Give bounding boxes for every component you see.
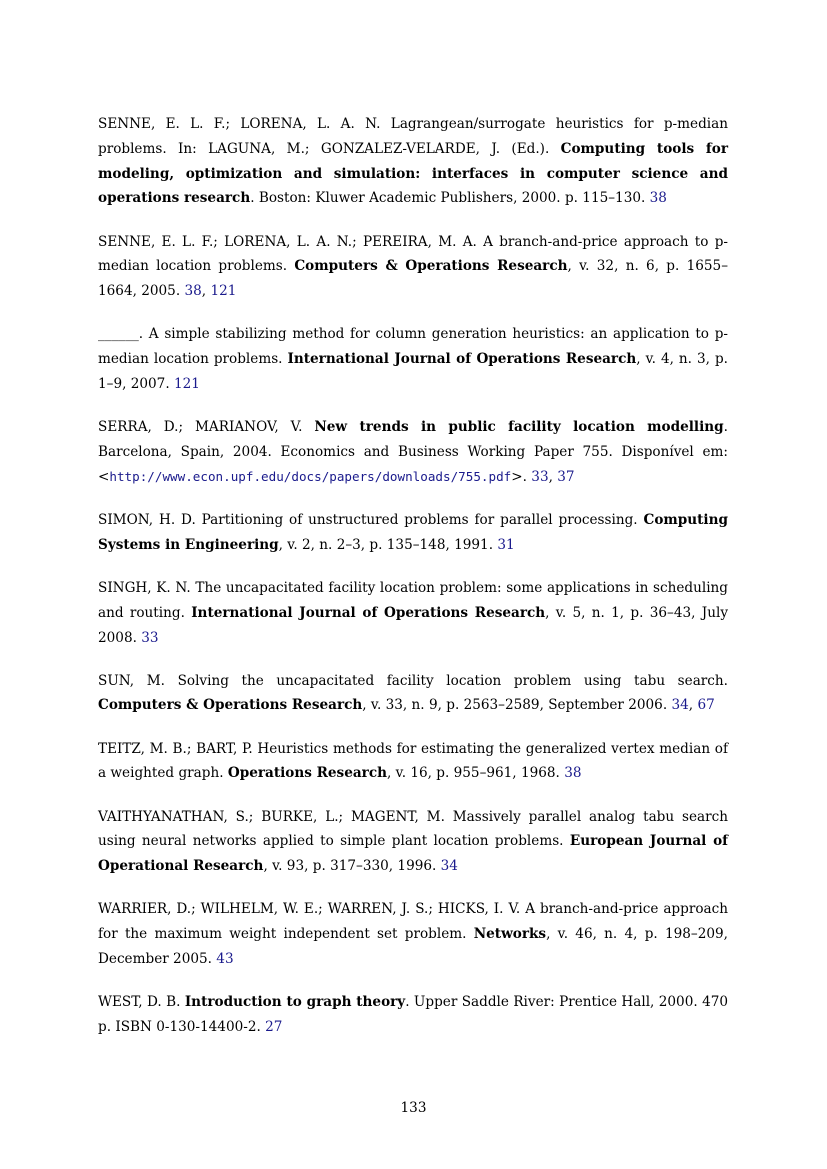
reference-text: SIMON, H. D. Partitioning of unstructured problems for parallel processing.	[98, 511, 644, 528]
backref-page-link[interactable]: 33	[531, 468, 549, 485]
reference-text: WEST, D. B.	[98, 994, 185, 1011]
reference-details: , v. 4, n. 3, p. 1–9, 2007.	[98, 351, 728, 392]
reference-details: , v. 5, n. 1, p. 36–43, July 2008.	[98, 604, 728, 646]
reference-text: SENNE, E. L. F.; LORENA, L. A. N. Lagrangean/surrogate heuristics for p-median problems. In: LAGUNA, M.; GONZALEZ-VELARDE, J. (Ed.).	[98, 116, 728, 157]
reference-title: Computing Systems in Engineering	[98, 511, 728, 553]
reference-text: WARRIER, D.; WILHELM, W. E.; WARREN, J. S.; HICKS, I. V. A branch-and-price approach for the maximum weight independent set problem.	[98, 901, 728, 943]
reference-details: . Upper Saddle River: Prentice Hall, 2000. 470 p. ISBN 0-130-14400-2.	[98, 994, 729, 1036]
reference-title: New trends in public facility location modelling	[314, 419, 724, 436]
reference-title: Computers & Operations Research	[294, 258, 568, 275]
reference-title: Networks	[473, 926, 547, 943]
backref-page-link[interactable]: 31	[497, 536, 515, 553]
backref-page-link[interactable]: 38	[184, 283, 202, 300]
reference-title: Introduction to graph theory	[184, 994, 406, 1011]
reference-text: SERRA, D.; MARIANOV, V.	[98, 419, 315, 436]
reference-details: , v. 93, p. 317–330, 1996.	[263, 858, 441, 875]
reference-entry: SERRA, D.; MARIANOV, V. New trends in public facility location modelling. Barcelona, Spain, 2004. Economics and Business Working Paper 755. Disponível em: <http://www.econ.upf.edu/docs/papers/downloads/755.pdf>. 33, 37	[98, 419, 728, 485]
reference-title: Computers & Operations Research	[98, 697, 363, 714]
backref-page-link[interactable]: 34	[671, 697, 689, 714]
reference-entry: SENNE, E. L. F.; LORENA, L. A. N.; PEREIRA, M. A. A branch-and-price approach to p-median location problems. Computers & Operations Research, v. 32, n. 6, p. 1655–1664, 2005. 38, 121	[98, 233, 728, 300]
backref-page-link[interactable]: 27	[265, 1019, 283, 1036]
backref-page-link[interactable]: 121	[173, 375, 200, 392]
reference-details: . Boston: Kluwer Academic Publishers, 2000. p. 115–130.	[250, 190, 650, 207]
reference-title: Computing tools for modeling, optimization and simulation: interfaces in computer science and operations research	[98, 140, 729, 207]
reference-entry	[98, 805, 728, 879]
reference-title: European Journal of Operational Research	[98, 833, 728, 875]
reference-details: , v. 33, n. 9, p. 2563–2589, September 2006.	[362, 697, 672, 714]
reference-title: International Journal of Operations Research	[191, 604, 546, 621]
page-number: 133	[400, 1100, 427, 1116]
reference-text: SINGH, K. N. The uncapacitated facility location problem: some applications in scheduling and routing.	[98, 579, 728, 621]
backref-page-link[interactable]: 121	[210, 283, 237, 300]
reference-details: , v. 2, n. 2–3, p. 135–148, 1991.	[278, 536, 498, 553]
reference-entry	[98, 897, 728, 971]
reference-details: , v. 32, n. 6, p. 1655–1664, 2005.	[98, 258, 728, 300]
reference-text: SUN, M. Solving the uncapacitated facility location problem using tabu search.	[98, 672, 728, 689]
backref-page-link[interactable]: 67	[697, 697, 715, 714]
backref-page-link[interactable]: 33	[141, 629, 159, 646]
reference-entry	[98, 508, 728, 558]
backref-page-link[interactable]: 38	[564, 765, 582, 782]
reference-title: Operations Research	[227, 765, 387, 782]
reference-entry	[98, 737, 728, 787]
reference-list	[98, 112, 728, 1058]
reference-details: . Barcelona, Spain, 2004. Economics and Business Working Paper 755. Disponível em: <	[98, 419, 728, 485]
reference-text: ______. A simple stabilizing method for column generation heuristics: an application to p-median location problems.	[98, 326, 728, 368]
reference-details: , v. 46, n. 4, p. 198–209, December 2005.	[98, 926, 728, 968]
reference-details: , v. 16, p. 955–961, 1968.	[386, 765, 565, 782]
reference-text: VAITHYANATHAN, S.; BURKE, L.; MAGENT, M. Massively parallel analog tabu search using neural networks applied to simple plant location problems.	[98, 808, 728, 850]
reference-entry	[98, 990, 728, 1040]
reference-url-link[interactable]: http://www.econ.upf.edu/docs/papers/downloads/755.pdf	[109, 468, 512, 484]
reference-entry: SUN, M. Solving the uncapacitated facility location problem using tabu search. Computers & Operations Research, v. 33, n. 9, p. 2563–2589, September 2006. 34, 67	[98, 672, 728, 714]
backref-page-link[interactable]: 43	[216, 951, 234, 968]
backref-page-link[interactable]: 37	[557, 468, 575, 485]
backref-page-link[interactable]: 34	[440, 858, 458, 875]
reference-entry	[98, 576, 728, 650]
reference-title: International Journal of Operations Research	[287, 351, 637, 368]
backref-page-link[interactable]: 38	[649, 190, 667, 207]
reference-details: >.	[511, 468, 532, 485]
reference-entry	[98, 322, 728, 396]
reference-entry	[98, 112, 728, 211]
reference-text: SENNE, E. L. F.; LORENA, L. A. N.; PEREIRA, M. A. A branch-and-price approach to p-median location problems.	[98, 233, 728, 275]
reference-text: TEITZ, M. B.; BART, P. Heuristics methods for estimating the generalized vertex median of a weighted graph.	[98, 740, 728, 782]
